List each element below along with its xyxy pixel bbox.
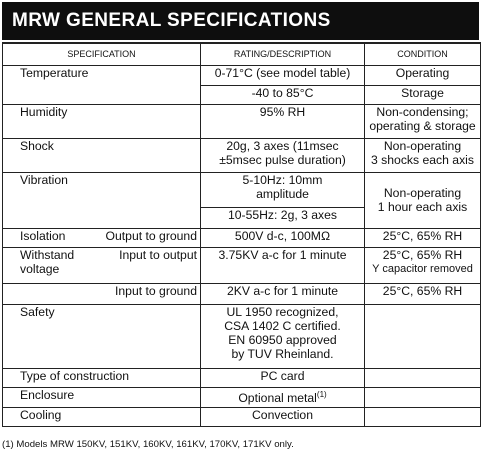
table-row <box>3 138 481 172</box>
rating-line: EN 60950 approved <box>228 332 337 347</box>
condition-line: Y capacitor removed <box>372 262 473 275</box>
rating-line: CSA 1402 C certified. <box>224 318 341 333</box>
rating-temperature-storage: -40 to 85°C <box>201 85 365 104</box>
condition-empty <box>365 304 481 368</box>
spec-enclosure: Enclosure <box>3 387 201 407</box>
condition-vibration <box>365 172 481 228</box>
spec-isolation: Isolation <box>3 228 83 247</box>
rating-cooling: Convection <box>201 407 365 426</box>
spec-withstand-voltage <box>3 247 83 283</box>
header-condition: CONDITION <box>365 43 481 65</box>
spacer-cell <box>3 283 83 304</box>
condition-operating: Operating <box>365 65 481 85</box>
condition-humidity <box>365 104 481 138</box>
condition-line: Non-condensing; <box>376 104 469 119</box>
rating-enclosure <box>201 387 365 407</box>
condition-line: 25°C, 65% RH <box>382 247 463 262</box>
rating-vibration-high: 10-55Hz: 2g, 3 axes <box>201 207 365 228</box>
condition-empty <box>365 368 481 387</box>
rating-line: 20g, 3 axes (11msec <box>226 138 339 153</box>
table-row <box>3 228 481 247</box>
condition-line: 3 shocks each axis <box>371 152 474 167</box>
rating-humidity: 95% RH <box>201 104 365 138</box>
spec-withstand-input-ground: Input to ground <box>83 283 201 304</box>
spec-isolation-sub: Output to ground <box>83 228 201 247</box>
table-row <box>3 387 481 407</box>
rating-safety <box>201 304 365 368</box>
spec-humidity: Humidity <box>3 104 201 138</box>
condition-line: Non-operating <box>383 186 462 200</box>
rating-text: Optional metal <box>238 390 317 405</box>
rating-shock <box>201 138 365 172</box>
table-row <box>3 104 481 138</box>
header-row <box>3 43 481 65</box>
rating-temperature-operating: 0-71°C (see model table) <box>201 65 365 85</box>
rating-withstand-input-ground: 2KV a-c for 1 minute <box>201 283 365 304</box>
condition-withstand-input-ground: 25°C, 65% RH <box>365 283 481 304</box>
condition-empty <box>365 387 481 407</box>
spec-temperature: Temperature <box>3 65 201 104</box>
rating-line: amplitude <box>256 186 309 201</box>
spec-vibration: Vibration <box>3 172 201 228</box>
page-title: MRW GENERAL SPECIFICATIONS <box>2 2 479 40</box>
condition-empty <box>365 407 481 426</box>
condition-storage: Storage <box>365 85 481 104</box>
spec-cooling: Cooling <box>3 407 201 426</box>
condition-line: 1 hour each axis <box>377 200 468 214</box>
table-row <box>3 283 481 304</box>
table-row <box>3 304 481 368</box>
table-row <box>3 407 481 426</box>
rating-line: ±5msec pulse duration) <box>219 152 346 167</box>
rating-withstand-input-output: 3.75KV a-c for 1 minute <box>201 247 365 283</box>
specifications-table <box>2 42 481 427</box>
spec-shock: Shock <box>3 138 201 172</box>
header-specification: SPECIFICATION <box>3 43 201 65</box>
footnote: (1) Models MRW 150KV, 151KV, 160KV, 161KV, 170KV, 171KV only. <box>2 439 294 450</box>
table-row <box>3 368 481 387</box>
spec-name-line: Withstand <box>20 247 75 262</box>
table-row <box>3 247 481 283</box>
rating-construction: PC card <box>201 368 365 387</box>
footnote-ref: (1) <box>316 389 327 399</box>
condition-shock <box>365 138 481 172</box>
rating-vibration-low <box>201 172 365 207</box>
condition-line: operating & storage <box>369 118 476 133</box>
spec-construction: Type of construction <box>3 368 201 387</box>
condition-line: Non-operating <box>383 138 462 153</box>
rating-isolation: 500V d-c, 100MΩ <box>201 228 365 247</box>
header-rating: RATING/DESCRIPTION <box>201 43 365 65</box>
spec-withstand-input-output: Input to output <box>83 247 201 283</box>
condition-withstand-input-output <box>365 247 481 283</box>
rating-line: UL 1950 recognized, <box>226 304 339 319</box>
rating-line: 5-10Hz: 10mm <box>242 172 323 187</box>
spec-safety: Safety <box>3 304 201 368</box>
rating-line: by TUV Rheinland. <box>231 346 334 361</box>
table-row <box>3 172 481 207</box>
table-row <box>3 65 481 85</box>
spec-name-line: voltage <box>20 261 60 276</box>
condition-isolation: 25°C, 65% RH <box>365 228 481 247</box>
